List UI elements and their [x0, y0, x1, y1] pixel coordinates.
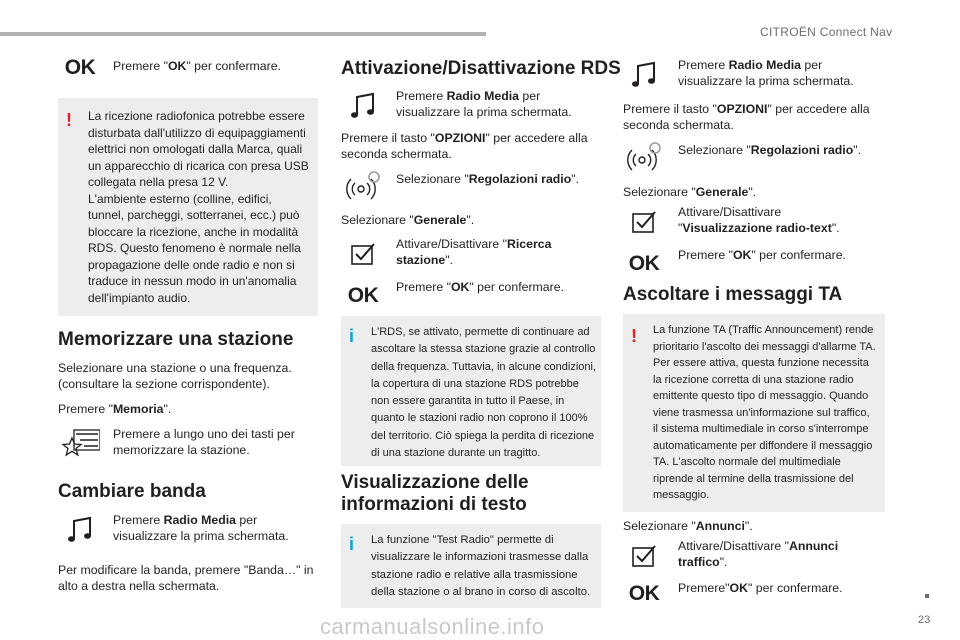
- memo-paragraph: Selezionare una stazione o una frequenza. (consultare la sezione corrispondente).: [58, 361, 292, 391]
- rds-generale-paragraph: Selezionare "Generale".: [341, 213, 475, 227]
- rds-step2-text: Selezionare "Regolazioni radio".: [396, 172, 580, 186]
- checkbox-icon: [622, 536, 666, 576]
- continuation-marker: [925, 594, 929, 598]
- radiotext-step3-text: Attivare/Disattivare "Visualizzazione radio-text".: [678, 205, 840, 235]
- warning-box-radio: [58, 98, 318, 316]
- warning-icon: !: [66, 110, 72, 130]
- warning-text: La funzione TA (Traffic Announcement) rende prioritario l'ascolto dei messaggi d'allarme TA. Per essere attiva, questa funzione necessita la ricezione corretta di una stazione radio emittente questo tipo di messaggio. Quando viene trasmessa un'informazione sul traffico, il sistema multimediale in corso s'interrompe automaticamente per diffondere il messaggio TA. L'ascolto normale del multimediale riprende al termine della trasmissione del messaggio.: [653, 324, 876, 501]
- radiotext-options-paragraph: Premere il tasto "OPZIONI" per accedere alla seconda schermata.: [623, 102, 870, 132]
- ta-step1-text: Attivare/Disattivare "Annunci traffico".: [678, 539, 839, 569]
- rds-step1-text: Premere Radio Media per visualizzare la prima schermata.: [396, 89, 572, 119]
- watermark: carmanualsonline.info: [320, 614, 545, 639]
- info-box-text: [341, 524, 601, 608]
- music-note-icon: [341, 86, 385, 126]
- heading-text-info: Visualizzazione delle informazioni di testo: [341, 472, 529, 515]
- music-note-icon: [622, 55, 666, 95]
- rds-step3-text: Attivare/Disattivare "Ricerca stazione".: [396, 237, 552, 267]
- heading-change-band: Cambiare banda: [58, 481, 206, 502]
- warning-icon: !: [631, 326, 637, 346]
- radio-settings-icon: [622, 138, 666, 178]
- info-icon: i: [349, 326, 355, 346]
- ok-step-text: Premere "OK" per confermare.: [113, 59, 281, 73]
- band-step-text: Premere Radio Media per visualizzare la prima schermata.: [113, 513, 289, 543]
- info-box-rds: [341, 316, 601, 466]
- page-number: 23: [918, 614, 931, 626]
- heading-ta: Ascoltare i messaggi TA: [623, 284, 843, 305]
- memo-step-text: Premere a lungo uno dei tasti per memorizzare la stazione.: [113, 427, 295, 457]
- ok-icon: OK: [628, 252, 660, 275]
- warning-text: La ricezione radiofonica potrebbe essere disturbata dall'utilizzo di equipaggiamenti elettrici non omologati dalla Marca, quali un apparecchio di ricarica con presa USB collegata nella presa 12 V. L'ambiente esterno (colline, edifici, tunnel, parcheggi, sotterranei, ecc.) può bloccare la ricezione, anche in modalità RDS. Questo fenomeno è normale nella propagazione delle onde radio e non si traduce in nessun modo in un'anomalia dell'impianto audio.: [88, 109, 309, 305]
- ta-annunci-paragraph: Selezionare "Annunci".: [623, 519, 753, 533]
- heading-rds: Attivazione/Disattivazione RDS: [341, 58, 621, 79]
- heading-memorize: Memorizzare una stazione: [58, 329, 294, 350]
- band-paragraph: Per modificare la banda, premere "Banda…" in alto a destra nella schermata.: [58, 563, 314, 593]
- radiotext-generale-paragraph: Selezionare "Generale".: [623, 185, 757, 199]
- rds-step4-text: Premere "OK" per confermare.: [396, 280, 564, 294]
- radiotext-step1-text: Premere Radio Media per visualizzare la prima schermata.: [678, 58, 854, 88]
- star-memory-icon: [58, 424, 102, 464]
- ok-icon: OK: [628, 582, 660, 605]
- checkbox-icon: [341, 234, 385, 274]
- checkbox-icon: [622, 202, 666, 242]
- rds-options-paragraph: Premere il tasto "OPZIONI" per accedere alla seconda schermata.: [341, 131, 588, 161]
- ok-icon: OK: [347, 284, 379, 307]
- radiotext-step2-text: Selezionare "Regolazioni radio".: [678, 143, 862, 157]
- memo-press-memory: Premere "Memoria".: [58, 402, 172, 416]
- info-text: La funzione "Test Radio" permette di visualizzare le informazioni trasmesse dalla stazione radio e relative alla trasmissione della stazione o al brano in corso di ascolto.: [371, 534, 591, 598]
- header-title: CITROËN Connect Nav: [760, 25, 893, 39]
- ok-icon: OK: [64, 56, 96, 79]
- info-icon: i: [349, 534, 355, 554]
- header-rule: [0, 32, 486, 36]
- ta-step2-text: Premere"OK" per confermare.: [678, 581, 843, 595]
- music-note-icon: [58, 510, 102, 550]
- info-text: L'RDS, se attivato, permette di continuare ad ascoltare la stessa stazione grazie al controllo della frequenza. Tuttavia, in alcune condizioni, la copertura di una stazione RDS potrebbe non essere garantita in tutto il Paese, in quanto le stazioni radio non coprono il 100% del territorio. Ciò spiega la perdita di ricezione di una stazione durante un tragitto.: [371, 326, 597, 460]
- radiotext-step4-text: Premere "OK" per confermare.: [678, 248, 846, 262]
- radio-settings-icon: [341, 167, 385, 207]
- warning-box-ta: [623, 314, 885, 512]
